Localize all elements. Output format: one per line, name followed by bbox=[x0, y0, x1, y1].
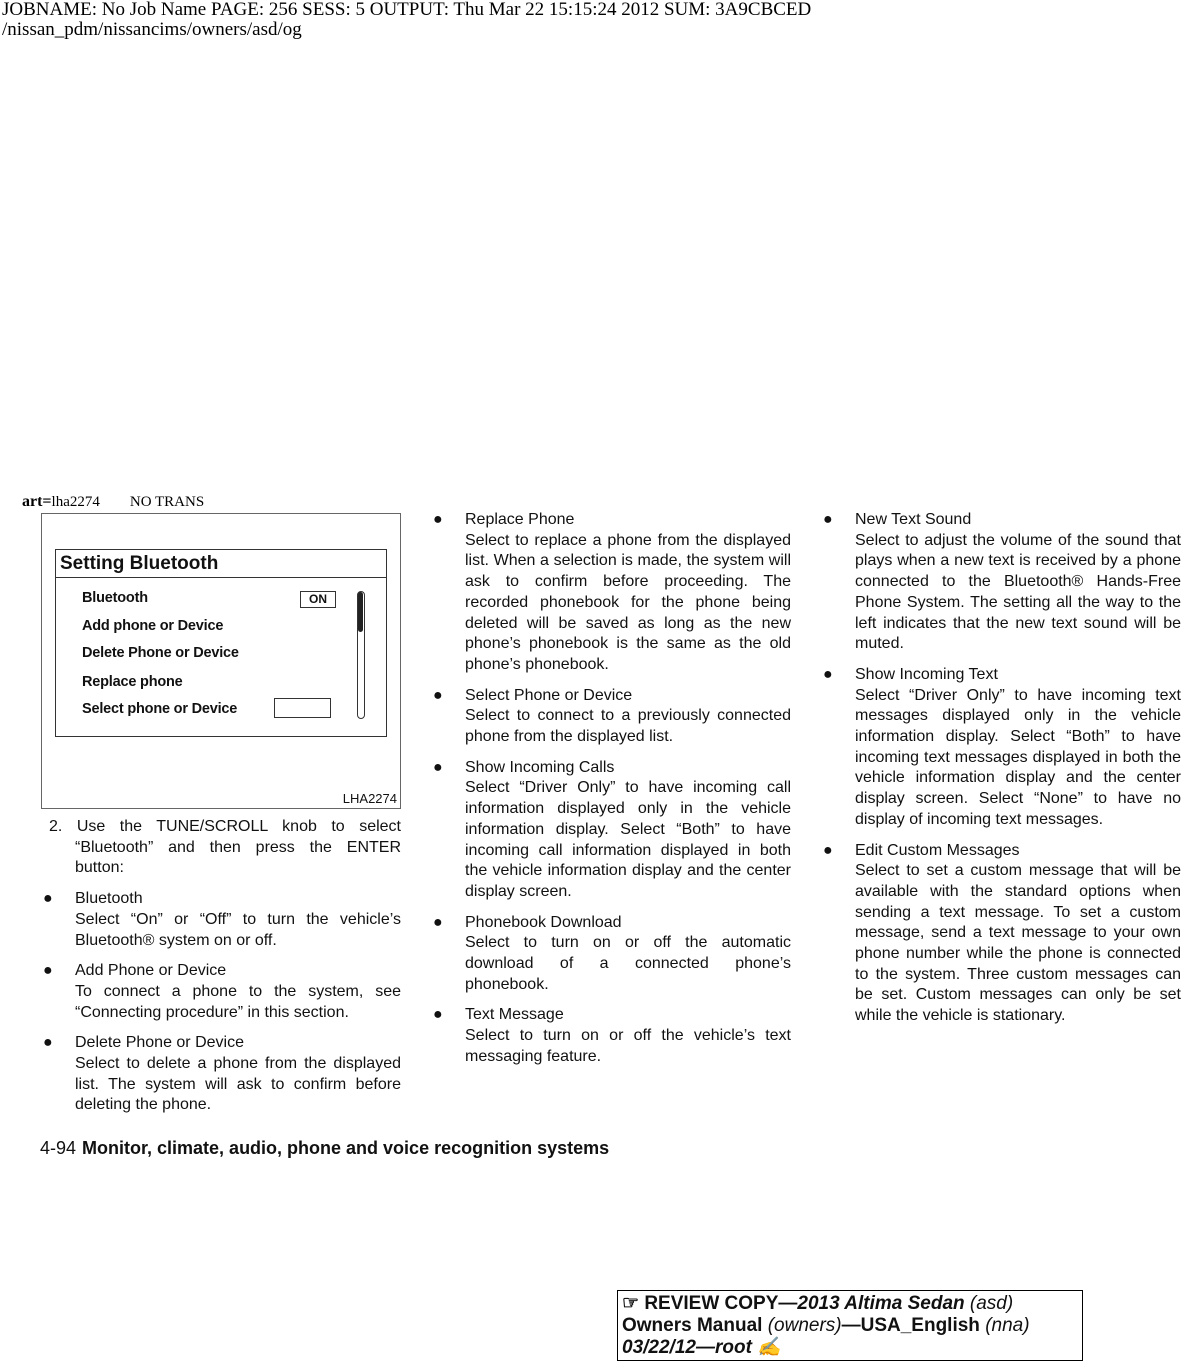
section-title: Monitor, climate, audio, phone and voice recognition systems bbox=[82, 1138, 610, 1158]
bullet-dot-icon: ● bbox=[43, 1034, 53, 1052]
menu-item-add-phone: Add phone or Device bbox=[82, 618, 224, 634]
column-2 bbox=[430, 510, 791, 1078]
bullet-replace-phone bbox=[430, 510, 791, 676]
bullet-delete-phone bbox=[40, 1033, 401, 1116]
bullet-dot-icon: ● bbox=[433, 511, 443, 528]
bullet-text-message bbox=[430, 1005, 791, 1067]
writing-hand-icon: ✍ bbox=[757, 1337, 781, 1358]
bullet-dot-icon: ● bbox=[433, 1006, 443, 1024]
bullet-show-incoming-text bbox=[820, 665, 1181, 831]
review-line-3 bbox=[622, 1337, 1078, 1359]
on-indicator: ON bbox=[300, 591, 336, 608]
review-copy-box bbox=[617, 1290, 1083, 1361]
no-trans-label: NO TRANS bbox=[129, 494, 205, 510]
bullet-heading: Show Incoming Text bbox=[855, 665, 998, 683]
art-prefix: art= bbox=[22, 493, 52, 510]
bullet-bluetooth bbox=[40, 889, 401, 951]
menu-item-select-phone: Select phone or Device bbox=[82, 701, 238, 717]
bullet-select-phone bbox=[430, 686, 791, 748]
bullet-body: Select to set a custom message that will be available with the standard options when sending a text message. To set a custom message, send a text message to your own phone number while the phone is connected to the system. Three custom messages can be set. Custom messages can only be set while the vehicle is stationary. bbox=[855, 862, 1181, 1025]
column-1 bbox=[40, 817, 401, 1126]
job-header bbox=[2, 0, 811, 40]
menu-item-bluetooth: Bluetooth bbox=[82, 590, 148, 606]
job-header-line-1: JOBNAME: No Job Name PAGE: 256 SESS: 5 OUTPUT: Thu Mar 22 15:15:24 2012 SUM: 3A9CBCED bbox=[2, 0, 812, 20]
pointing-hand-icon: ☞ bbox=[622, 1293, 640, 1314]
bullet-dot-icon: ● bbox=[43, 962, 53, 980]
figure-code: LHA2274 bbox=[342, 791, 397, 806]
bullet-heading: Phonebook Download bbox=[465, 913, 622, 931]
review-line-1 bbox=[622, 1293, 1078, 1315]
menu-item-delete-phone: Delete Phone or Device bbox=[82, 645, 239, 661]
review-line-2 bbox=[622, 1315, 1078, 1337]
page-footer bbox=[40, 1137, 609, 1159]
art-label bbox=[22, 493, 204, 511]
bullet-dot-icon: ● bbox=[43, 890, 53, 908]
bullet-phonebook-download bbox=[430, 913, 791, 996]
bullet-body: To connect a phone to the system, see “Connecting procedure” in this section. bbox=[75, 982, 401, 1021]
art-id: lha2274 bbox=[51, 494, 100, 510]
bullet-heading: Replace Phone bbox=[465, 511, 575, 528]
bullet-body: Select to replace a phone from the displayed list. When a selection is made, the system will ask to confirm before proceeding. The recorded phonebook for the phone being deleted will be saved as long as the new phone’s phonebook is the same as the old phone’s phonebook. bbox=[465, 531, 791, 673]
bluetooth-settings-figure bbox=[41, 513, 401, 809]
bullet-heading: Bluetooth bbox=[75, 890, 143, 908]
review-lang-code: (nna) bbox=[985, 1315, 1030, 1336]
bullet-body: Select to turn on or off the automatic download of a connected phone’s phonebook. bbox=[465, 934, 791, 993]
empty-indicator-box bbox=[274, 698, 331, 718]
bullet-body: Select to delete a phone from the displayed list. The system will ask to confirm before deleting the phone. bbox=[75, 1055, 401, 1114]
bullet-heading: New Text Sound bbox=[855, 511, 972, 528]
review-model: 2013 Altima Sedan bbox=[797, 1293, 965, 1314]
bullet-dot-icon: ● bbox=[823, 665, 833, 683]
bullet-body: Select “On” or “Off” to turn the vehicle’s Bluetooth® system on or off. bbox=[75, 910, 401, 949]
scrollbar-thumb bbox=[358, 592, 363, 632]
page-number: 4-94 bbox=[40, 1138, 77, 1158]
review-model-code: (asd) bbox=[969, 1293, 1014, 1314]
bullet-heading: Delete Phone or Device bbox=[75, 1034, 244, 1052]
bullet-dot-icon: ● bbox=[433, 913, 443, 931]
review-manual-code: (owners) bbox=[767, 1315, 842, 1336]
bullet-dot-icon: ● bbox=[433, 686, 443, 704]
review-manual: Owners Manual bbox=[622, 1315, 763, 1336]
screen-title: Setting Bluetooth bbox=[56, 550, 386, 578]
review-label: REVIEW COPY— bbox=[644, 1293, 798, 1314]
bullet-body: Select to adjust the volume of the sound that plays when a new text is received by a phone connected to the Bluetooth® Hands-Free Phone System. The setting all the way to the left indicates that the new text sound will be muted. bbox=[855, 531, 1181, 653]
settings-screen bbox=[55, 549, 387, 737]
bullet-heading: Edit Custom Messages bbox=[855, 841, 1020, 859]
bullet-edit-custom-messages bbox=[820, 841, 1181, 1027]
job-header-line-2: /nissan_pdm/nissancims/owners/asd/og bbox=[2, 19, 302, 40]
bullet-add-phone bbox=[40, 961, 401, 1023]
bullet-heading: Select Phone or Device bbox=[465, 686, 633, 704]
bullet-dot-icon: ● bbox=[433, 758, 443, 776]
bullet-body: Select “Driver Only” to have incoming call information displayed only in the vehicle information display. Select “Both” to have incoming call information displayed in both the vehicle information display and the center display screen. bbox=[465, 779, 791, 900]
bullet-dot-icon: ● bbox=[823, 511, 833, 528]
bullet-heading: Show Incoming Calls bbox=[465, 758, 615, 776]
bullet-body: Select to turn on or off the vehicle’s text messaging feature. bbox=[465, 1027, 791, 1065]
bullet-dot-icon: ● bbox=[823, 841, 833, 859]
step-2: 2. Use the TUNE/SCROLL knob to select “Bluetooth” and then press the ENTER button: bbox=[49, 818, 401, 877]
review-lang: —USA_English bbox=[841, 1315, 980, 1336]
bullet-body: Select “Driver Only” to have incoming text messages displayed only in the vehicle information display. Select “Both” to have incoming text messages displayed in both the vehicle information display and the center display screen. Select “None” to have no display of incoming text messages. bbox=[855, 686, 1181, 828]
review-date: 03/22/12—root bbox=[622, 1337, 752, 1358]
bullet-show-incoming-calls bbox=[430, 758, 791, 903]
bullet-body: Select to connect to a previously connected phone from the displayed list. bbox=[465, 707, 791, 746]
column-3 bbox=[820, 510, 1181, 1037]
scrollbar bbox=[357, 591, 365, 719]
bullet-heading: Text Message bbox=[465, 1006, 564, 1024]
bullet-new-text-sound bbox=[820, 510, 1181, 655]
menu-item-replace-phone: Replace phone bbox=[82, 674, 183, 690]
bullet-heading: Add Phone or Device bbox=[75, 962, 227, 980]
